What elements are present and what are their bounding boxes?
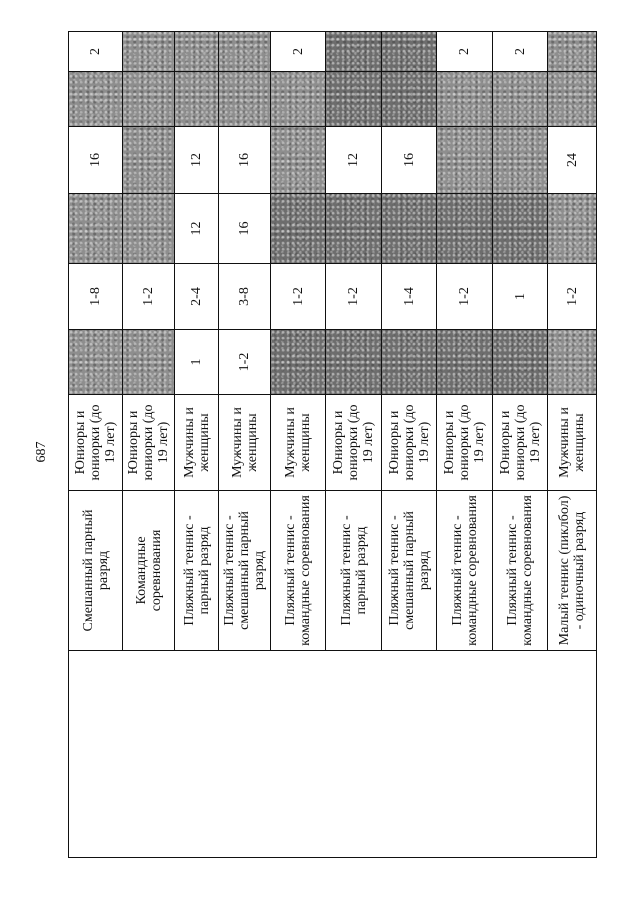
participants-cell: Юниоры и юниорки (до 19 лет) (437, 395, 493, 491)
value-cell: 2 (493, 32, 548, 72)
value-cell: 16 (219, 194, 271, 264)
rotated-table-container (68, 32, 596, 858)
shaded-cell (69, 194, 123, 264)
value-cell: 12 (175, 194, 219, 264)
shaded-cell (326, 194, 382, 264)
page-number: 687 (34, 441, 49, 463)
value-cell: 1 (175, 330, 219, 395)
value-cell: 1 (493, 264, 548, 330)
participants-cell: Мужчины и женщины (271, 395, 326, 491)
value-cell: 16 (382, 127, 437, 194)
value-cell: 1-2 (326, 264, 382, 330)
shaded-cell (493, 194, 548, 264)
participants-cell: Юниоры и юниорки (до 19 лет) (69, 395, 123, 491)
shaded-cell (123, 330, 175, 395)
discipline-cell: Пляжный теннис - командные соревнования (271, 491, 326, 651)
shaded-cell (69, 330, 123, 395)
discipline-cell: Малый теннис (пиклбол) - одиночный разряд (548, 491, 597, 651)
shaded-cell (382, 32, 437, 72)
value-cell: 3-8 (219, 264, 271, 330)
shaded-cell (493, 127, 548, 194)
shaded-cell (548, 330, 597, 395)
value-cell: 1-8 (69, 264, 123, 330)
shaded-cell (326, 32, 382, 72)
value-cell: 16 (69, 127, 123, 194)
discipline-cell: Пляжный теннис - командные соревнования (493, 491, 548, 651)
shaded-cell (437, 330, 493, 395)
table-row (69, 32, 123, 858)
participants-cell: Юниоры и юниорки (до 19 лет) (123, 395, 175, 491)
value-cell: 12 (175, 127, 219, 194)
empty-first-column (69, 651, 597, 858)
shaded-cell (437, 127, 493, 194)
shaded-cell (382, 330, 437, 395)
shaded-cell (271, 194, 326, 264)
shaded-cell (271, 127, 326, 194)
discipline-cell: Пляжный теннис - парный разряд (175, 491, 219, 651)
shaded-cell (219, 72, 271, 127)
value-cell: 1-2 (219, 330, 271, 395)
shaded-cell (219, 32, 271, 72)
discipline-cell: Пляжный теннис - смешанный парный разряд (219, 491, 271, 651)
value-cell: 1-2 (437, 264, 493, 330)
value-cell: 24 (548, 127, 597, 194)
participants-cell: Юниоры и юниорки (до 19 лет) (382, 395, 437, 491)
shaded-cell (175, 32, 219, 72)
value-cell: 2 (437, 32, 493, 72)
participants-cell: Юниоры и юниорки (до 19 лет) (493, 395, 548, 491)
shaded-cell (271, 330, 326, 395)
discipline-cell: Пляжный теннис - парный разряд (326, 491, 382, 651)
value-cell: 1-2 (123, 264, 175, 330)
shaded-cell (123, 194, 175, 264)
shaded-cell (493, 72, 548, 127)
shaded-cell (326, 72, 382, 127)
value-cell: 2 (69, 32, 123, 72)
shaded-cell (123, 72, 175, 127)
value-cell: 12 (326, 127, 382, 194)
shaded-cell (123, 32, 175, 72)
discipline-cell: Командные соревнования (123, 491, 175, 651)
shaded-cell (493, 330, 548, 395)
value-cell: 1-4 (382, 264, 437, 330)
shaded-cell (326, 330, 382, 395)
shaded-cell (382, 194, 437, 264)
discipline-cell: Пляжный теннис - командные соревнования (437, 491, 493, 651)
shaded-cell (271, 72, 326, 127)
shaded-cell (175, 72, 219, 127)
competition-table (68, 31, 597, 858)
participants-cell: Мужчины и женщины (548, 395, 597, 491)
shaded-cell (437, 72, 493, 127)
value-cell: 1-2 (548, 264, 597, 330)
shaded-cell (382, 72, 437, 127)
discipline-cell: Смешанный парный разряд (69, 491, 123, 651)
value-cell: 2-4 (175, 264, 219, 330)
participants-cell: Мужчины и женщины (219, 395, 271, 491)
participants-cell: Мужчины и женщины (175, 395, 219, 491)
shaded-cell (123, 127, 175, 194)
value-cell: 2 (271, 32, 326, 72)
shaded-cell (437, 194, 493, 264)
value-cell: 16 (219, 127, 271, 194)
shaded-cell (69, 72, 123, 127)
value-cell: 1-2 (271, 264, 326, 330)
shaded-cell (548, 32, 597, 72)
discipline-cell: Пляжный теннис - смешанный парный разряд (382, 491, 437, 651)
shaded-cell (548, 72, 597, 127)
shaded-cell (548, 194, 597, 264)
participants-cell: Юниоры и юниорки (до 19 лет) (326, 395, 382, 491)
